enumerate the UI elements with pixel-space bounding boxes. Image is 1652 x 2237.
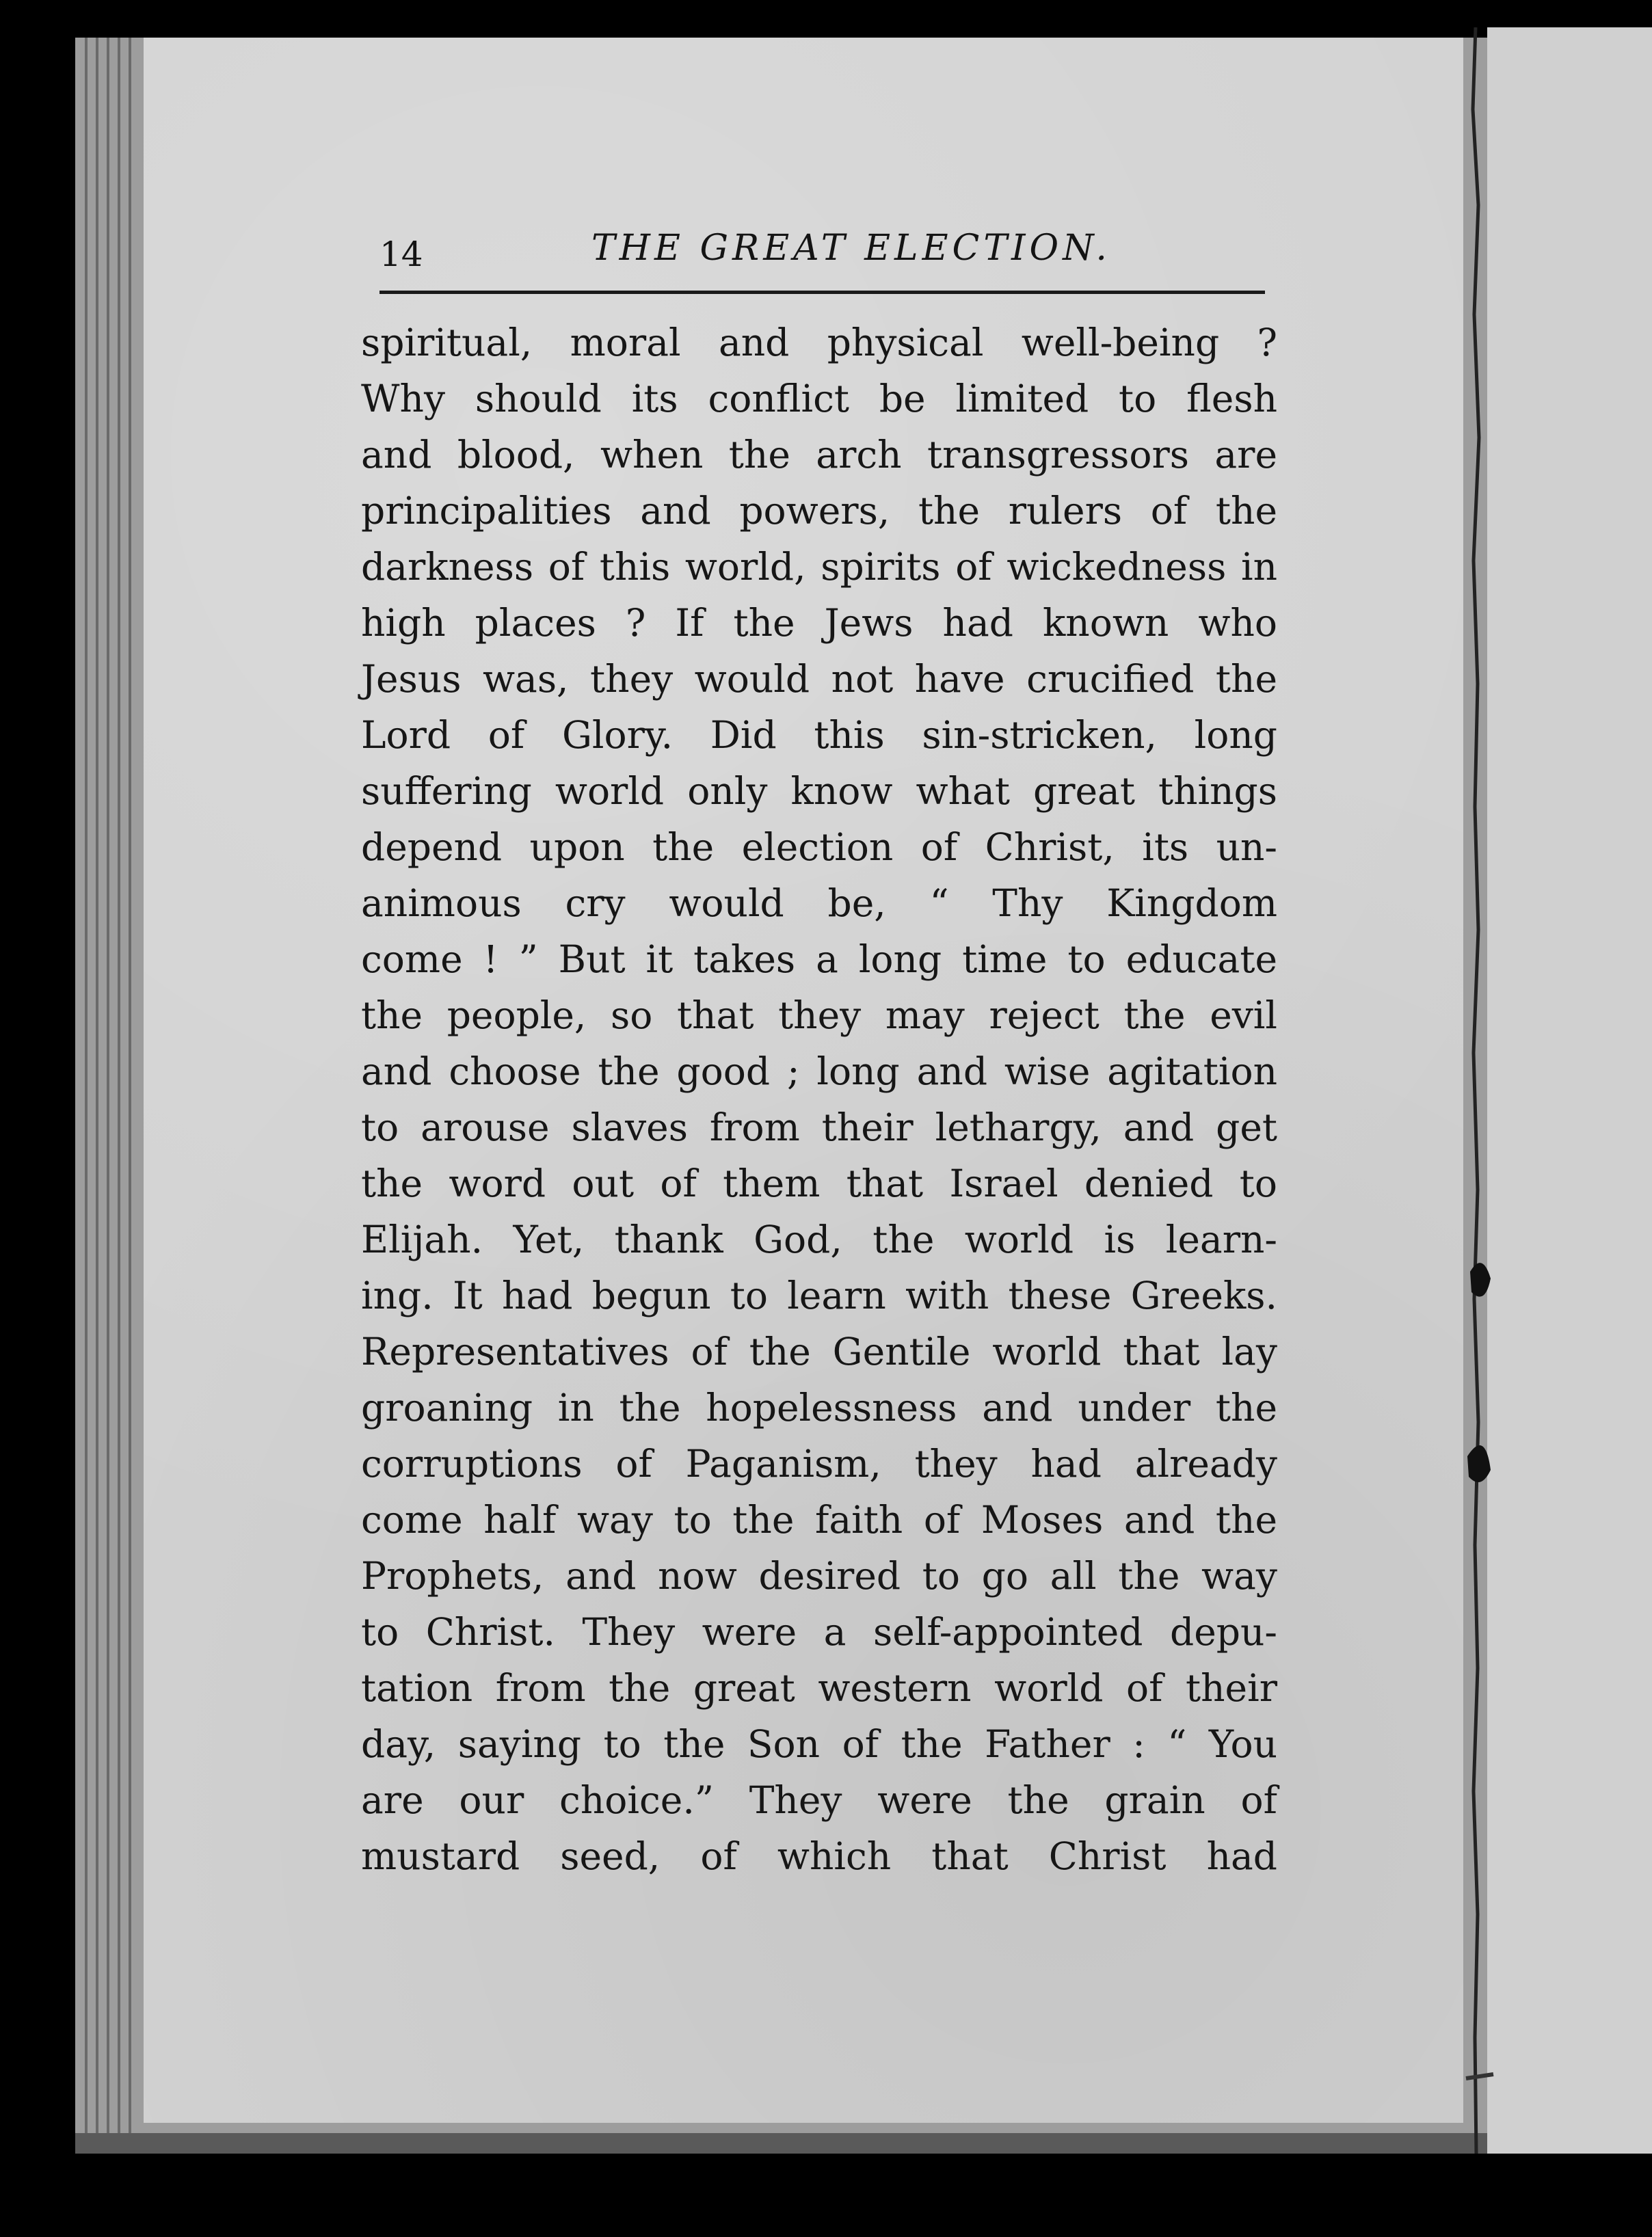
text-line: Jesus was, they would not have crucified the: [361, 657, 1277, 701]
text-line: Prophets, and now desired to go all the way: [361, 1554, 1277, 1598]
bottom-shadow-band: [75, 2133, 1648, 2154]
text-line: corruptions of Paganism, they had already: [361, 1442, 1277, 1486]
text-line: tation from the great western world of their: [361, 1666, 1277, 1710]
text-line: and blood, when the arch transgressors are: [361, 433, 1277, 477]
facing-page-strip: [1487, 27, 1652, 2154]
page-edge-line: [96, 38, 98, 2150]
text-line: come ! ” But it takes a long time to educate: [361, 937, 1277, 981]
text-line: the people, so that they may reject the evil: [361, 993, 1277, 1037]
page-number: 14: [379, 235, 423, 274]
text-line: to arouse slaves from their lethargy, and get: [361, 1106, 1277, 1149]
running-title: THE GREAT ELECTION.: [591, 228, 1111, 269]
text-line: come half way to the faith of Moses and the: [361, 1498, 1277, 1542]
text-line: are our choice.” They were the grain of: [361, 1778, 1277, 1822]
page-edge-line: [129, 38, 131, 2150]
page-edge-line: [118, 38, 120, 2150]
text-line: suffering world only know what great things: [361, 769, 1277, 813]
text-line: day, saying to the Son of the Father : “ You: [361, 1722, 1277, 1766]
text-line: high places ? If the Jews had known who: [361, 601, 1277, 645]
body-text: [361, 314, 1277, 1884]
header-rule: [379, 291, 1265, 294]
running-head: [379, 222, 1262, 284]
text-line: Lord of Glory. Did this sin-stricken, long: [361, 713, 1277, 757]
text-line: the word out of them that Israel denied to: [361, 1162, 1277, 1205]
text-line: ing. It had begun to learn with these Greeks.: [361, 1274, 1277, 1317]
text-line: mustard seed, of which that Christ had: [361, 1834, 1277, 1878]
text-line: to Christ. They were a self-appointed depu-: [361, 1610, 1277, 1654]
text-line: Representatives of the Gentile world that lay: [361, 1330, 1277, 1374]
binding-stitch-icon: [1455, 27, 1496, 2154]
text-line: spiritual, moral and physical well-being ?: [361, 321, 1277, 364]
text-line: animous cry would be, “ Thy Kingdom: [361, 881, 1277, 925]
page-edge-line: [107, 38, 109, 2150]
page-edge-line: [85, 38, 88, 2150]
text-line: Elijah. Yet, thank God, the world is learn-: [361, 1218, 1277, 1261]
text-line: depend upon the election of Christ, its un-: [361, 825, 1277, 869]
text-line: darkness of this world, spirits of wickedness in: [361, 545, 1277, 589]
text-line: and choose the good ; long and wise agitation: [361, 1049, 1277, 1093]
text-line: principalities and powers, the rulers of the: [361, 489, 1277, 533]
text-line: Why should its conflict be limited to flesh: [361, 377, 1277, 420]
text-line: groaning in the hopelessness and under the: [361, 1386, 1277, 1430]
